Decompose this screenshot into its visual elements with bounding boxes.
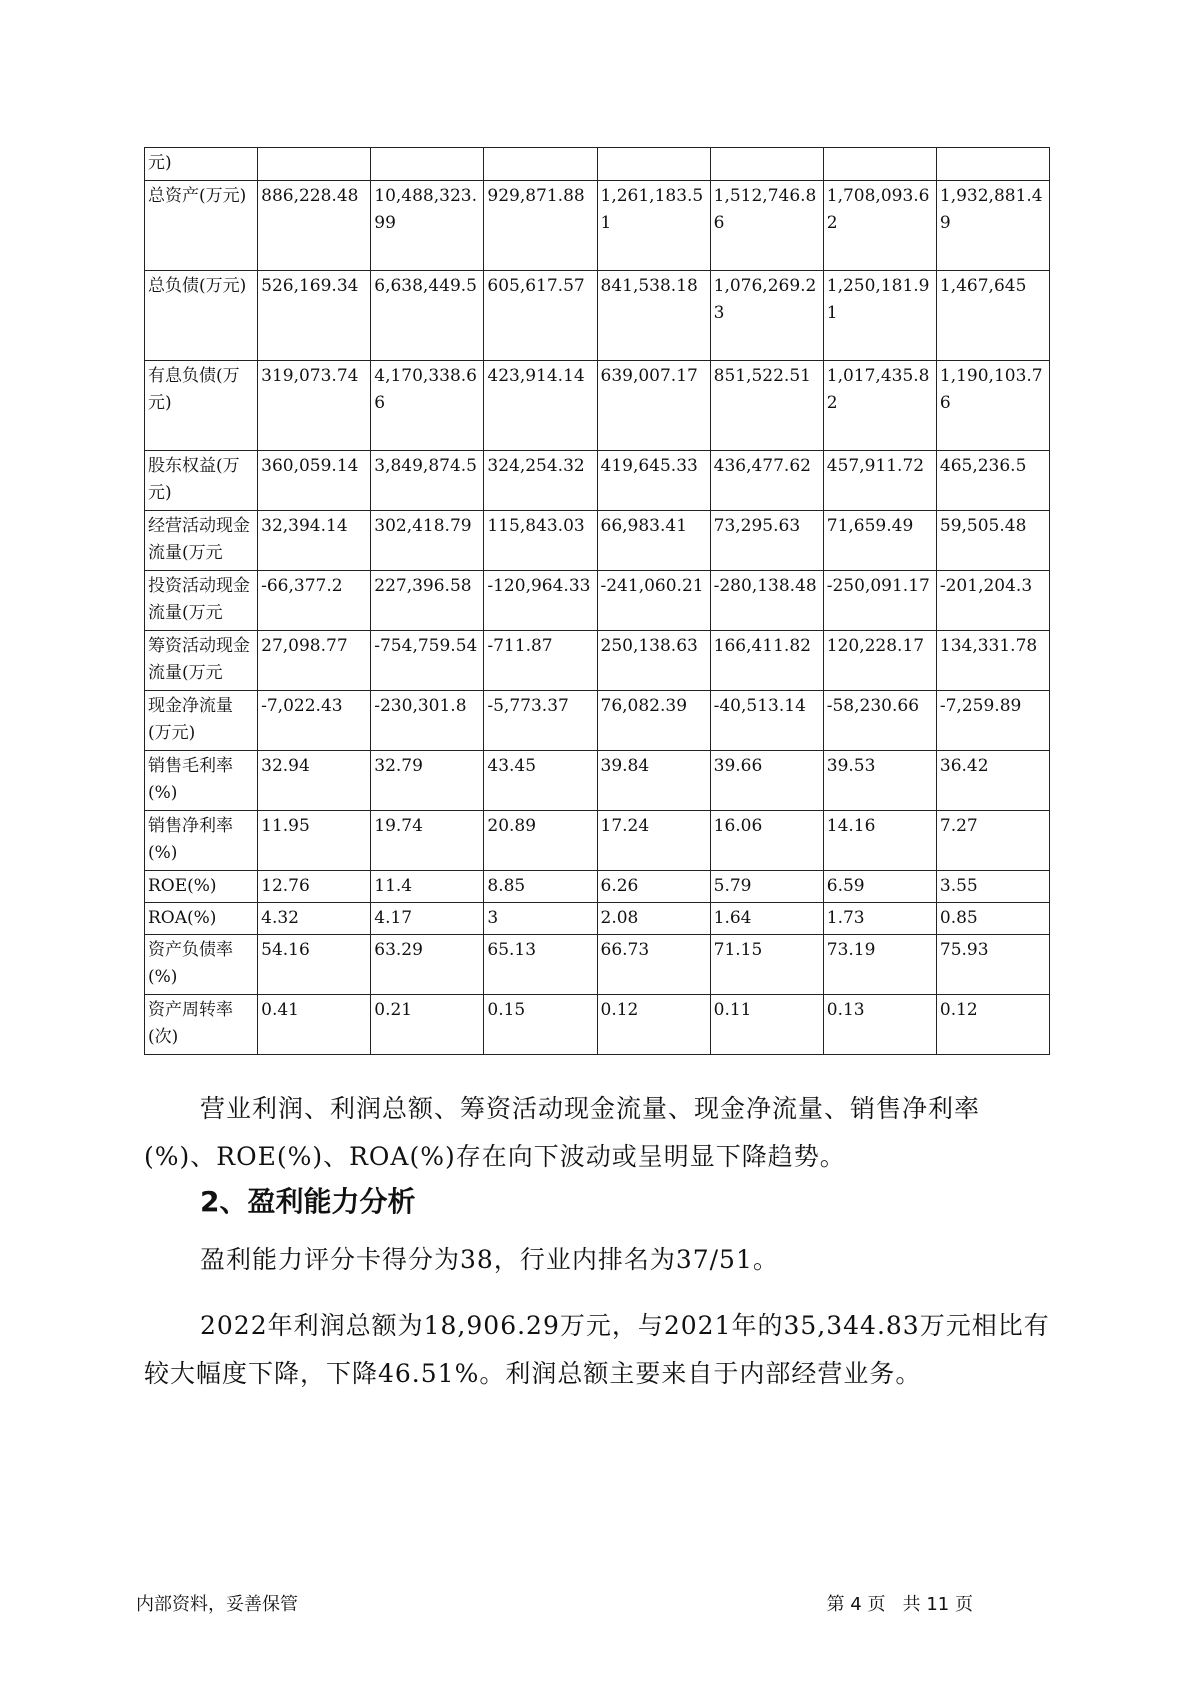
table-cell xyxy=(484,148,597,181)
table-cell xyxy=(258,148,371,181)
table-cell: 5.79 xyxy=(710,871,823,903)
table-cell: 1,076,269.23 xyxy=(710,271,823,361)
table-cell: -201,204.3 xyxy=(936,571,1049,631)
table-cell: 1,467,645 xyxy=(936,271,1049,361)
table-cell: 63.29 xyxy=(371,935,484,995)
table-row xyxy=(145,148,1050,181)
table-row xyxy=(145,361,1050,451)
table-cell: 250,138.63 xyxy=(597,631,710,691)
table-cell: -250,091.17 xyxy=(823,571,936,631)
table-cell: 0.11 xyxy=(710,995,823,1055)
table-cell: 526,169.34 xyxy=(258,271,371,361)
table-cell: 1,512,746.86 xyxy=(710,181,823,271)
table-cell: -754,759.54 xyxy=(371,631,484,691)
table-cell: 32,394.14 xyxy=(258,511,371,571)
row-label: 元) xyxy=(145,148,258,181)
table-cell: 32.94 xyxy=(258,751,371,811)
table-cell: 4,170,338.66 xyxy=(371,361,484,451)
footer-confidential: 内部资料，妥善保管 xyxy=(136,1594,298,1615)
table-cell: 851,522.51 xyxy=(710,361,823,451)
table-cell: 436,477.62 xyxy=(710,451,823,511)
table-cell: 929,871.88 xyxy=(484,181,597,271)
table-cell: 1,190,103.76 xyxy=(936,361,1049,451)
table-cell: -711.87 xyxy=(484,631,597,691)
table-cell: 7.27 xyxy=(936,811,1049,871)
table-cell: 17.24 xyxy=(597,811,710,871)
table-cell: 65.13 xyxy=(484,935,597,995)
table-cell: 2.08 xyxy=(597,903,710,935)
table-cell: 360,059.14 xyxy=(258,451,371,511)
table-cell: 1,017,435.82 xyxy=(823,361,936,451)
table-cell xyxy=(710,148,823,181)
row-label: 销售净利率(%) xyxy=(145,811,258,871)
table-cell: 39.84 xyxy=(597,751,710,811)
table-cell: -66,377.2 xyxy=(258,571,371,631)
table-cell: 1,932,881.49 xyxy=(936,181,1049,271)
table-cell: 227,396.58 xyxy=(371,571,484,631)
table-cell: 14.16 xyxy=(823,811,936,871)
table-cell: 36.42 xyxy=(936,751,1049,811)
table-cell: 1.73 xyxy=(823,903,936,935)
table-cell: 1.64 xyxy=(710,903,823,935)
table-cell xyxy=(823,148,936,181)
table-cell: 1,708,093.62 xyxy=(823,181,936,271)
table-cell: 115,843.03 xyxy=(484,511,597,571)
table-row xyxy=(145,571,1050,631)
table-row xyxy=(145,631,1050,691)
table-row xyxy=(145,451,1050,511)
section-heading: 2、盈利能力分析 xyxy=(200,1185,416,1218)
table-cell: 0.41 xyxy=(258,995,371,1055)
table-cell: 423,914.14 xyxy=(484,361,597,451)
table-cell: -120,964.33 xyxy=(484,571,597,631)
table-cell: 71.15 xyxy=(710,935,823,995)
trend-summary-paragraph: 营业利润、利润总额、筹资活动现金流量、现金净流量、销售净利率(%)、ROE(%)、ROA(%)存在向下波动或呈明显下降趋势。 xyxy=(144,1094,981,1171)
table-cell: 4.17 xyxy=(371,903,484,935)
table-cell: -40,513.14 xyxy=(710,691,823,751)
table-cell: 75.93 xyxy=(936,935,1049,995)
table-cell: 639,007.17 xyxy=(597,361,710,451)
table-cell: 39.66 xyxy=(710,751,823,811)
table-cell: 0.15 xyxy=(484,995,597,1055)
table-cell: 0.12 xyxy=(936,995,1049,1055)
table-cell: 76,082.39 xyxy=(597,691,710,751)
table-row xyxy=(145,511,1050,571)
table-cell: 419,645.33 xyxy=(597,451,710,511)
table-row xyxy=(145,181,1050,271)
table-cell: 1,250,181.91 xyxy=(823,271,936,361)
table-cell: 43.45 xyxy=(484,751,597,811)
table-row xyxy=(145,871,1050,903)
table-cell: 66,983.41 xyxy=(597,511,710,571)
table-cell: 4.32 xyxy=(258,903,371,935)
table-cell: 3 xyxy=(484,903,597,935)
table-cell: 302,418.79 xyxy=(371,511,484,571)
table-cell: 6,638,449.5 xyxy=(371,271,484,361)
table-cell: 16.06 xyxy=(710,811,823,871)
table-cell: 20.89 xyxy=(484,811,597,871)
table-cell: 73.19 xyxy=(823,935,936,995)
table-cell: 12.76 xyxy=(258,871,371,903)
table-cell xyxy=(597,148,710,181)
table-cell: 11.4 xyxy=(371,871,484,903)
table-cell: 39.53 xyxy=(823,751,936,811)
row-label: 现金净流量(万元) xyxy=(145,691,258,751)
row-label: 总资产(万元) xyxy=(145,181,258,271)
table-row xyxy=(145,751,1050,811)
table-cell: -7,022.43 xyxy=(258,691,371,751)
table-cell: 841,538.18 xyxy=(597,271,710,361)
table-cell: 6.59 xyxy=(823,871,936,903)
table-cell: 10,488,323.99 xyxy=(371,181,484,271)
table-cell: 6.26 xyxy=(597,871,710,903)
score-paragraph: 盈利能力评分卡得分为38，行业内排名为37/51。 xyxy=(200,1245,779,1274)
table-cell: 465,236.5 xyxy=(936,451,1049,511)
row-label: 筹资活动现金流量(万元 xyxy=(145,631,258,691)
table-cell: 134,331.78 xyxy=(936,631,1049,691)
table-row xyxy=(145,691,1050,751)
table-cell: 166,411.82 xyxy=(710,631,823,691)
row-label: 总负债(万元) xyxy=(145,271,258,361)
table-cell: 1,261,183.51 xyxy=(597,181,710,271)
table-cell: -58,230.66 xyxy=(823,691,936,751)
table-row xyxy=(145,935,1050,995)
table-cell: 457,911.72 xyxy=(823,451,936,511)
table-cell: 54.16 xyxy=(258,935,371,995)
profit-paragraph: 2022年利润总额为18,906.29万元，与2021年的35,344.83万元相比有较大幅度下降，下降46.51%。利润总额主要来自于内部经营业务。 xyxy=(144,1311,1050,1388)
row-label: ROE(%) xyxy=(145,871,258,903)
row-label: 经营活动现金流量(万元 xyxy=(145,511,258,571)
table-cell: 3,849,874.5 xyxy=(371,451,484,511)
table-cell: 66.73 xyxy=(597,935,710,995)
table-cell: 324,254.32 xyxy=(484,451,597,511)
row-label: 有息负债(万元) xyxy=(145,361,258,451)
financial-indicators-table xyxy=(144,147,1050,1055)
table-row xyxy=(145,903,1050,935)
table-row xyxy=(145,995,1050,1055)
table-cell: -230,301.8 xyxy=(371,691,484,751)
table-cell: 27,098.77 xyxy=(258,631,371,691)
table-cell: 0.13 xyxy=(823,995,936,1055)
table-cell: -7,259.89 xyxy=(936,691,1049,751)
row-label: 投资活动现金流量(万元 xyxy=(145,571,258,631)
table-cell xyxy=(936,148,1049,181)
table-cell: -241,060.21 xyxy=(597,571,710,631)
table-cell: 120,228.17 xyxy=(823,631,936,691)
row-label: 资产周转率(次) xyxy=(145,995,258,1055)
table-cell: -280,138.48 xyxy=(710,571,823,631)
table-cell xyxy=(371,148,484,181)
table-cell: 319,073.74 xyxy=(258,361,371,451)
table-cell: 886,228.48 xyxy=(258,181,371,271)
table-cell: 0.85 xyxy=(936,903,1049,935)
table-cell: 73,295.63 xyxy=(710,511,823,571)
table-cell: 59,505.48 xyxy=(936,511,1049,571)
table-cell: 0.12 xyxy=(597,995,710,1055)
table-row xyxy=(145,271,1050,361)
table-cell: 605,617.57 xyxy=(484,271,597,361)
table-cell: 11.95 xyxy=(258,811,371,871)
row-label: 销售毛利率(%) xyxy=(145,751,258,811)
row-label: ROA(%) xyxy=(145,903,258,935)
table-cell: 3.55 xyxy=(936,871,1049,903)
row-label: 资产负债率(%) xyxy=(145,935,258,995)
table-cell: 32.79 xyxy=(371,751,484,811)
footer-page-number: 第 4 页 共 11 页 xyxy=(826,1594,973,1615)
table-cell: 71,659.49 xyxy=(823,511,936,571)
table-cell: 19.74 xyxy=(371,811,484,871)
table-row xyxy=(145,811,1050,871)
table-cell: 8.85 xyxy=(484,871,597,903)
table-cell: -5,773.37 xyxy=(484,691,597,751)
row-label: 股东权益(万元) xyxy=(145,451,258,511)
table-cell: 0.21 xyxy=(371,995,484,1055)
